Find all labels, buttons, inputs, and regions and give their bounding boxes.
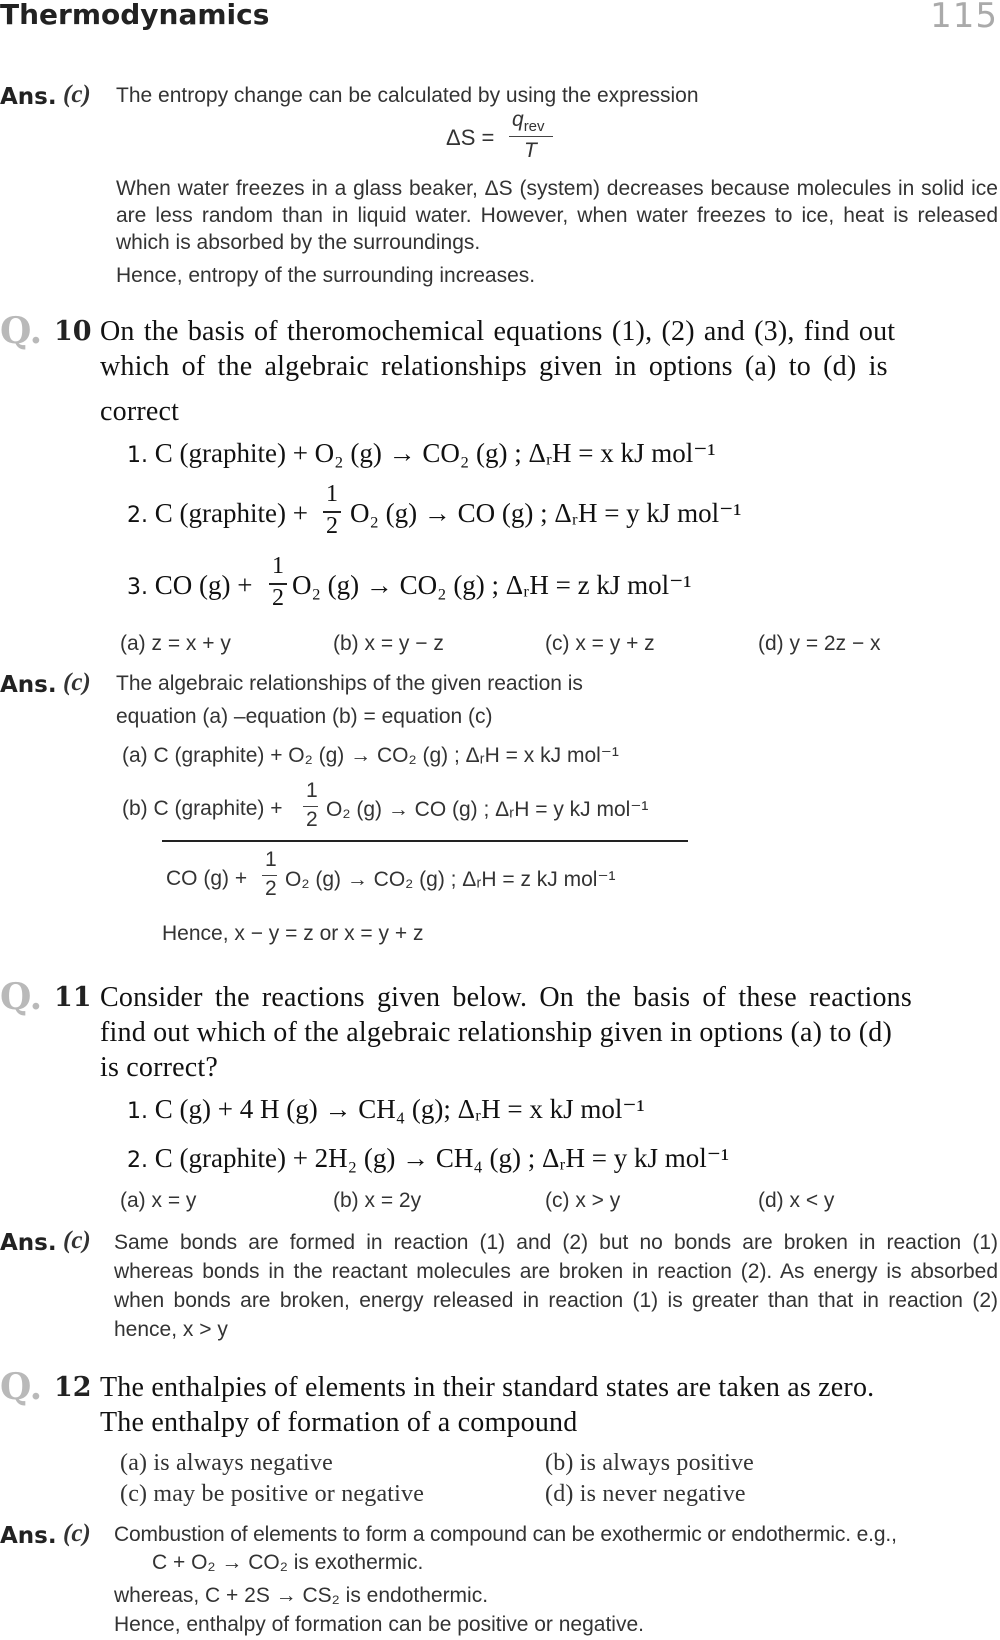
option-d[interactable]: (d) is never negative (545, 1481, 746, 1507)
eq3-frac-den: 2 (272, 585, 284, 611)
eq-c-frac-num: 1 (265, 848, 277, 871)
page-number: 115 (930, 0, 998, 36)
eq2-frac-num: 1 (326, 481, 338, 507)
option-d[interactable]: (d) y = 2z − x (758, 632, 881, 655)
answer-letter: (c) (63, 1227, 91, 1254)
eq2-frac-den: 2 (326, 513, 338, 539)
eq-c-lhs: CO (g) + (166, 867, 248, 890)
eq2-lhs (127, 498, 308, 529)
question-number: 11 (54, 982, 92, 1013)
answer-conclusion: Hence, entropy of the surrounding increases. (116, 264, 536, 287)
question-line: correct (100, 396, 180, 427)
option-a[interactable]: (a) is always negative (120, 1450, 333, 1476)
formula-lhs: ΔS = (446, 125, 495, 150)
eq-lhs: C (graphite) + (154, 498, 308, 528)
answer-line: Combustion of elements to form a compound can be exothermic or endothermic. e.g., (114, 1523, 897, 1546)
question-line: The enthalpy of formation of a compound (100, 1407, 578, 1438)
eq-b-lhs: (b) C (graphite) + (122, 797, 283, 820)
answer-conclusion: Hence, x − y = z or x = y + z (162, 922, 424, 945)
equation-2 (127, 1143, 729, 1174)
eq-b-frac-den: 2 (306, 808, 318, 831)
eq-number: 1. (127, 1099, 148, 1124)
question-line: The enthalpies of elements in their standard states are taken as zero. (100, 1372, 875, 1403)
question-line: Consider the reactions given below. On the basis of these reactions (100, 982, 912, 1013)
question-number: 12 (54, 1372, 92, 1403)
subtraction-line (162, 840, 688, 842)
answer-intro: The algebraic relationships of the given reaction is (116, 672, 583, 695)
answer-eq-a: (a) C (graphite) + O₂ (g) → CO₂ (g) ; ΔᵣH = x kJ mol⁻¹ (122, 744, 619, 767)
formula-num-sub: rev (523, 118, 545, 136)
question-mark-icon: Q. (0, 310, 43, 352)
eq3-lhs (127, 570, 252, 601)
answer-label: Ans. (0, 84, 57, 110)
formula-denominator: T (524, 139, 537, 162)
answer-intro: The entropy change can be calculated by using the expression (116, 84, 699, 107)
eq2-rhs: O₂ (g) → CO (g) ; ΔᵣH = y kJ mol⁻¹ (350, 498, 742, 528)
formula-fraction-bar (509, 136, 553, 137)
eq-b-frac-bar (303, 806, 318, 807)
eq-c-frac-bar (262, 875, 277, 876)
question-line: is correct? (100, 1052, 219, 1083)
eq-c-rhs: O₂ (g) → CO₂ (g) ; ΔᵣH = z kJ mol⁻¹ (285, 868, 616, 891)
question-line: On the basis of theromochemical equations (1), (2) and (3), find out (100, 316, 896, 347)
eq-body: C (g) + 4 H (g) → CH₄ (g); ΔᵣH = x kJ mol⁻¹ (154, 1094, 645, 1124)
eq3-frac-num: 1 (272, 553, 284, 579)
question-line: find out which of the algebraic relationship given in options (a) to (d) (100, 1017, 892, 1048)
option-b[interactable]: (b) is always positive (545, 1450, 755, 1476)
question-mark-icon: Q. (0, 1366, 43, 1408)
eq-number: 2. (127, 503, 148, 528)
equation-1 (127, 1094, 645, 1125)
eq-b-rhs: O₂ (g) → CO (g) ; ΔᵣH = y kJ mol⁻¹ (326, 798, 649, 821)
eq-number: 1. (127, 443, 148, 468)
option-c[interactable]: (c) x > y (545, 1189, 621, 1212)
answer-paragraph: Same bonds are formed in reaction (1) and (2) but no bonds are broken in reaction (1) whereas bonds in the reactant molecules are broken in reaction (2). As energy is absorbed when bonds are broken, energy released in reaction (1) is greater than that in reaction (2) hence, x > y (114, 1231, 998, 1341)
answer-label: Ans. (0, 1523, 57, 1549)
eq-body: C (graphite) + 2H₂ (g) → CH₄ (g) ; ΔᵣH = y kJ mol⁻¹ (154, 1143, 730, 1173)
option-b[interactable]: (b) x = 2y (333, 1189, 422, 1212)
question-line: which of the algebraic relationships given in options (a) to (d) is (100, 351, 888, 382)
option-a[interactable]: (a) z = x + y (120, 632, 231, 655)
formula-numerator (512, 108, 545, 135)
answer-letter: (c) (63, 81, 91, 108)
option-b[interactable]: (b) x = y − z (333, 632, 444, 655)
eq-b-frac-num: 1 (306, 779, 318, 802)
eq3-rhs: O₂ (g) → CO₂ (g) ; ΔᵣH = z kJ mol⁻¹ (292, 570, 692, 600)
equation-1 (127, 438, 716, 469)
eq-number: 2. (127, 1148, 148, 1173)
answer-label: Ans. (0, 672, 57, 698)
option-a[interactable]: (a) x = y (120, 1189, 197, 1212)
eq-c-frac-den: 2 (265, 877, 277, 900)
question-number: 10 (54, 316, 92, 347)
option-d[interactable]: (d) x < y (758, 1189, 835, 1212)
eq-number: 3. (127, 575, 148, 600)
question-mark-icon: Q. (0, 976, 43, 1018)
answer-conclusion: Hence, enthalpy of formation can be positive or negative. (114, 1613, 644, 1636)
eq-lhs: CO (g) + (154, 570, 253, 600)
eq-body: C (graphite) + O₂ (g) → CO₂ (g) ; ΔᵣH = x kJ mol⁻¹ (154, 438, 716, 468)
answer-letter: (c) (63, 669, 91, 696)
answer-paragraph: When water freezes in a glass beaker, ΔS (system) decreases because molecules in solid ice are less random than in liquid water. However, when water freezes to ice, heat is released which is absorbed by the surroundings. (116, 177, 998, 254)
chapter-title: Thermodynamics (0, 0, 270, 31)
answer-relation: equation (a) –equation (b) = equation (c) (116, 705, 493, 728)
option-c[interactable]: (c) may be positive or negative (120, 1481, 425, 1507)
answer-example-exothermic: C + O₂ → CO₂ is exothermic. (152, 1551, 424, 1574)
answer-example-endothermic: whereas, C + 2S → CS₂ is endothermic. (114, 1584, 489, 1607)
answer-label: Ans. (0, 1230, 57, 1256)
answer-letter: (c) (63, 1520, 91, 1547)
option-c[interactable]: (c) x = y + z (545, 632, 655, 655)
formula-num: q (512, 108, 524, 131)
